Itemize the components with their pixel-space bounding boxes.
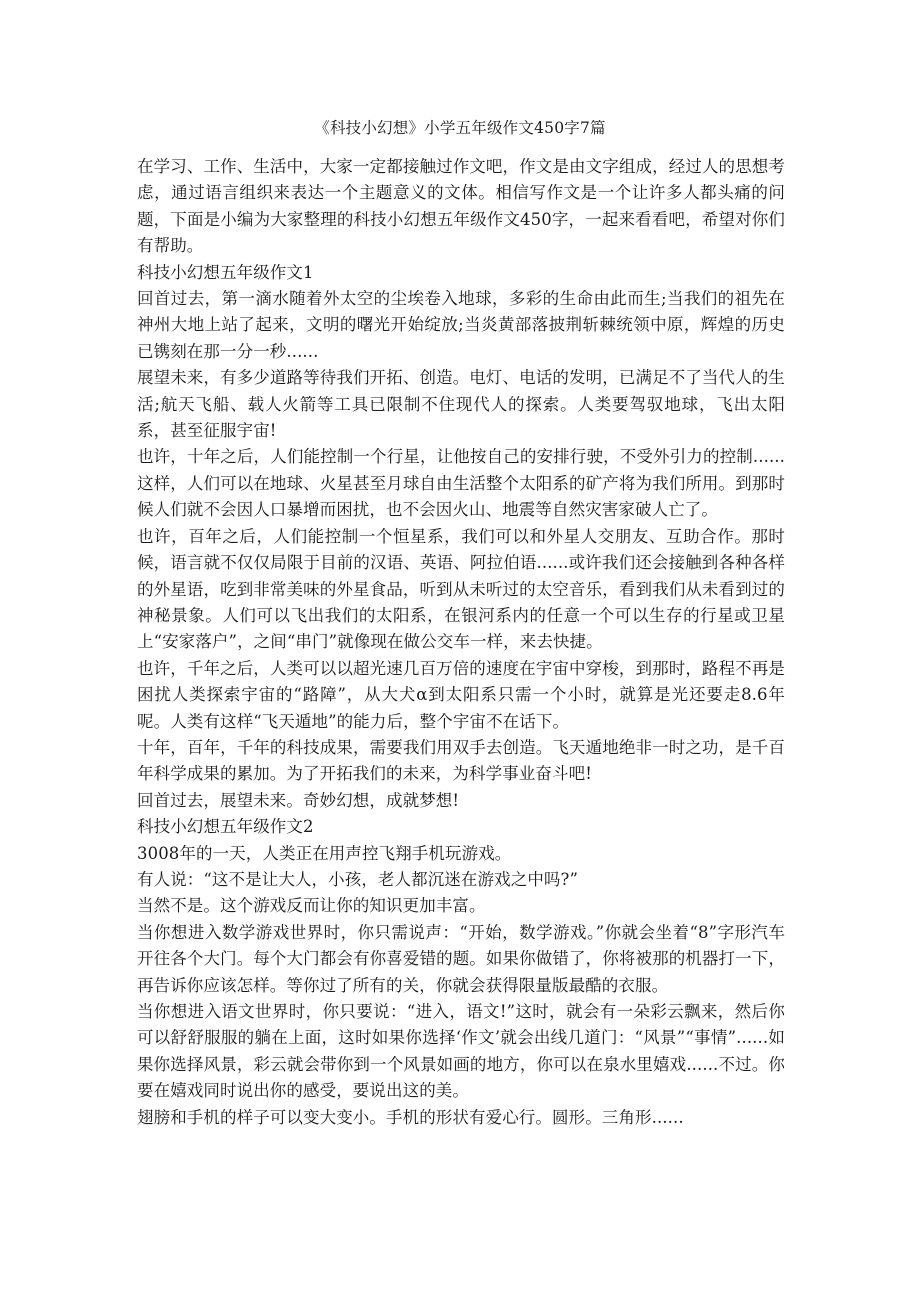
- body-paragraph: 当你想进入语文世界时，你只要说：“进入，语文!”这时，就会有一朵彩云飘来，然后你可以舒舒服服的躺在上面，这时如果你选择‘作文’就会出线几道门：“风景”“事情”......如果你选择风景，彩云就会带你到一个风景如画的地方，你可以在泉水里嬉戏......不过。你要在嬉戏同时说出你的感受，要说出这的美。: [137, 1002, 785, 1101]
- body-paragraph: 十年，百年，千年的科技成果，需要我们用双手去创造。飞天遁地绝非一时之功，是千百年科学成果的累加。为了开拓我们的未来，为科学事业奋斗吧!: [137, 737, 785, 784]
- body-paragraph: 3008年的一天，人类正在用声控飞翔手机玩游戏。: [137, 843, 512, 863]
- section-heading-essay-1: 科技小幻想五年级作文1: [137, 262, 314, 282]
- section-heading-essay-2: 科技小幻想五年级作文2: [137, 817, 314, 837]
- body-paragraph: 回首过去，第一滴水随着外太空的尘埃卷入地球，多彩的生命由此而生;当我们的祖先在神州大地上站了起来，文明的曙光开始绽放;当炎黄部落披荆斩棘统领中原，辉煌的历史已镌刻在那一分一秒......: [137, 289, 785, 361]
- body-paragraph: 当然不是。这个游戏反而让你的知识更加丰富。: [137, 896, 486, 916]
- document-title: 《科技小幻想》小学五年级作文450字7篇: [314, 119, 606, 137]
- body-paragraph: 也许，十年之后，人们能控制一个行星，让他按自己的安排行驶，不受外引力的控制......这样，人们可以在地球、火星甚至月球自由生活整个太阳系的矿产将为我们所用。到那时候人们就不会因人口暴增而困扰，也不会因火山、地震等自然灾害家破人亡了。: [137, 447, 785, 520]
- document-body: [137, 154, 785, 1131]
- body-paragraph: 也许，千年之后，人类可以以超光速几百万倍的速度在宇宙中穿梭，到那时，路程不再是困扰人类探索宇宙的“路障”，从大犬α到太阳系只需一个小时，就算是光还要走8.6年呢。人类有这样“飞天遁地”的能力后，整个宇宙不在话下。: [137, 658, 785, 731]
- intro-paragraph: 在学习、工作、生活中，大家一定都接触过作文吧，作文是由文字组成，经过人的思想考虑，通过语言组织来表达一个主题意义的文体。相信写作文是一个让许多人都头痛的问题，下面是小编为大家整理的科技小幻想五年级作文450字，一起来看看吧，希望对你们有帮助。: [137, 157, 785, 256]
- body-paragraph: 展望未来，有多少道路等待我们开拓、创造。电灯、电话的发明，已满足不了当代人的生活;航天飞船、载人火箭等工具已限制不住现代人的探索。人类要驾驭地球，飞出太阳系，甚至征服宇宙!: [137, 368, 785, 441]
- body-paragraph: 也许，百年之后，人们能控制一个恒星系，我们可以和外星人交朋友、互助合作。那时候，语言就不仅仅局限于目前的汉语、英语、阿拉伯语......或许我们还会接触到各种各样的外星语，吃到非常美味的外星食品，听到从未听过的太空音乐，看到我们从未看到过的神秘景象。人们可以飞出我们的太阳系，在银河系内的任意一个可以生存的行星或卫星上“安家落户”，之间“串门”就像现在做公交车一样，来去快捷。: [137, 526, 785, 652]
- body-paragraph: 当你想进入数学游戏世界时，你只需说声：“开始，数学游戏。”你就会坐着“8”字形汽车开往各个大门。每个大门都会有你喜爱错的题。如果你做错了，你将被那的机器打一下，再告诉你应该怎样。等你过了所有的关，你就会获得限量版最酷的衣服。: [137, 922, 785, 995]
- body-paragraph: 翅膀和手机的样子可以变大变小。手机的形状有爱心行。圆形。三角形......: [137, 1107, 684, 1127]
- body-paragraph: 回首过去，展望未来。奇妙幻想，成就梦想!: [137, 790, 460, 810]
- body-paragraph: 有人说：“这不是让大人，小孩，老人都沉迷在游戏之中吗?”: [137, 869, 579, 889]
